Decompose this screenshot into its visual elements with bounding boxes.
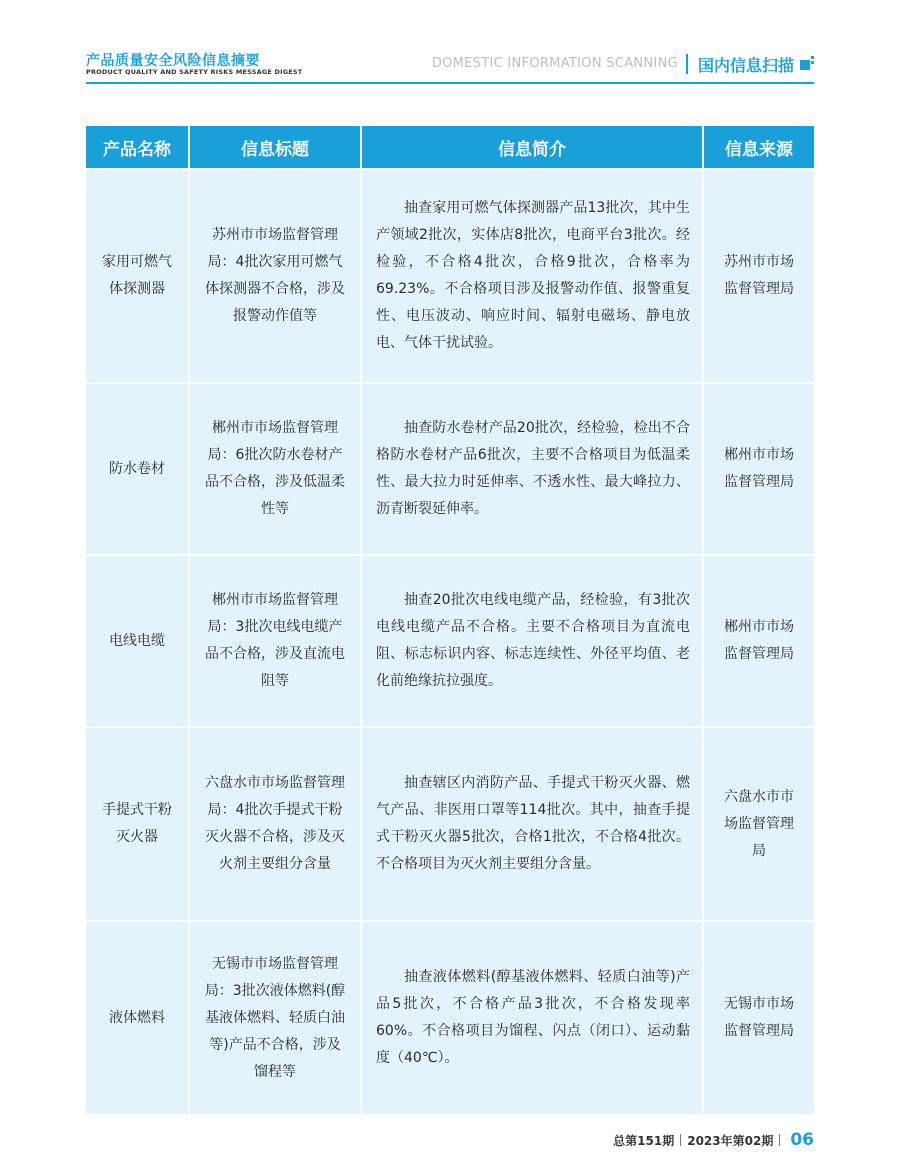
header-product: 产品名称 [86, 126, 190, 168]
header-title: 信息标题 [190, 126, 362, 168]
info-table [86, 126, 814, 1114]
info-title: 郴州市市场监督管理局：3批次电线电缆产品不合格，涉及直流电阻等 [190, 556, 362, 726]
product-name: 电线电缆 [86, 556, 190, 726]
table-row [86, 382, 814, 554]
brand-title-en: PRODUCT QUALITY AND SAFETY RISKS MESSAGE DIGEST [86, 68, 303, 76]
table-row [86, 920, 814, 1114]
info-source: 郴州市市场监督管理局 [724, 447, 794, 490]
product-name: 液体燃料 [86, 922, 190, 1114]
header-rule [86, 82, 814, 84]
table-row [86, 726, 814, 920]
table-header-row [86, 126, 814, 168]
info-title: 郴州市市场监督管理局：6批次防水卷材产品不合格，涉及低温柔性等 [190, 384, 362, 554]
product-name: 防水卷材 [86, 384, 190, 554]
info-intro: 抽查20批次电线电缆产品，经检验，有3批次电线电缆产品不合格。主要不合格项目为直流电阻、标志标识内容、标志连续性、外径平均值、老化前绝缘抗拉强度。 [362, 556, 704, 726]
info-source: 苏州市市场监督管理局 [724, 254, 794, 297]
info-intro: 抽查防水卷材产品20批次，经检验，检出不合格防水卷材产品6批次，主要不合格项目为低温柔性、最大拉力时延伸率、不透水性、最大峰拉力、沥青断裂延伸率。 [362, 384, 704, 554]
issue-year: 2023年第02期 [687, 1133, 774, 1148]
brand-title-cn: 产品质量安全风险信息摘要 [86, 53, 260, 69]
page-footer [613, 1130, 814, 1150]
info-intro: 抽查液体燃料(醇基液体燃料、轻质白油等)产品5批次，不合格产品3批次，不合格发现率60%。不合格项目为馏程、闪点（闭口）、运动黏度（40℃）。 [362, 922, 704, 1114]
section-divider [686, 54, 688, 74]
issue-total: 总第151期 [613, 1133, 675, 1148]
info-title: 六盘水市市场监督管理局：4批次手提式干粉灭火器不合格，涉及灭火剂主要组分含量 [190, 728, 362, 920]
footer-divider [779, 1134, 780, 1146]
section-title-cn: 国内信息扫描 [697, 56, 794, 75]
section-title-en: DOMESTIC INFORMATION SCANNING [431, 56, 678, 71]
info-intro: 抽查家用可燃气体探测器产品13批次，其中生产领域2批次，实体店8批次，电商平台3批次。经检验，不合格4批次，合格9批次，合格率为69.23%。不合格项目涉及报警动作值、报警重复性、电压波动、响应时间、辐射电磁场、静电放电、气体干扰试验。 [362, 170, 704, 382]
info-source: 郴州市市场监督管理局 [724, 619, 794, 662]
info-intro: 抽查辖区内消防产品、手提式干粉灭火器、燃气产品、非医用口罩等114批次。其中，抽查手提式干粉灭火器5批次，合格1批次，不合格4批次。不合格项目为灭火剂主要组分含量。 [362, 728, 704, 920]
header-intro: 信息简介 [362, 126, 704, 168]
page-header [86, 50, 814, 84]
product-name: 家用可燃气体探测器 [86, 170, 190, 382]
footer-divider [680, 1134, 681, 1146]
page-number: 06 [790, 1130, 814, 1150]
header-source: 信息来源 [725, 139, 793, 160]
info-title: 无锡市市场监督管理局：3批次液体燃料(醇基液体燃料、轻质白油等)产品不合格，涉及馏程等 [190, 922, 362, 1114]
info-source: 六盘水市市场监督管理局 [724, 788, 794, 859]
product-name: 手提式干粉灭火器 [86, 728, 190, 920]
info-source: 无锡市市场监督管理局 [724, 996, 794, 1039]
table-row [86, 168, 814, 382]
info-title: 苏州市市场监督管理局：4批次家用可燃气体探测器不合格，涉及报警动作值等 [190, 170, 362, 382]
table-row [86, 554, 814, 726]
section-corner-icon [800, 56, 814, 70]
